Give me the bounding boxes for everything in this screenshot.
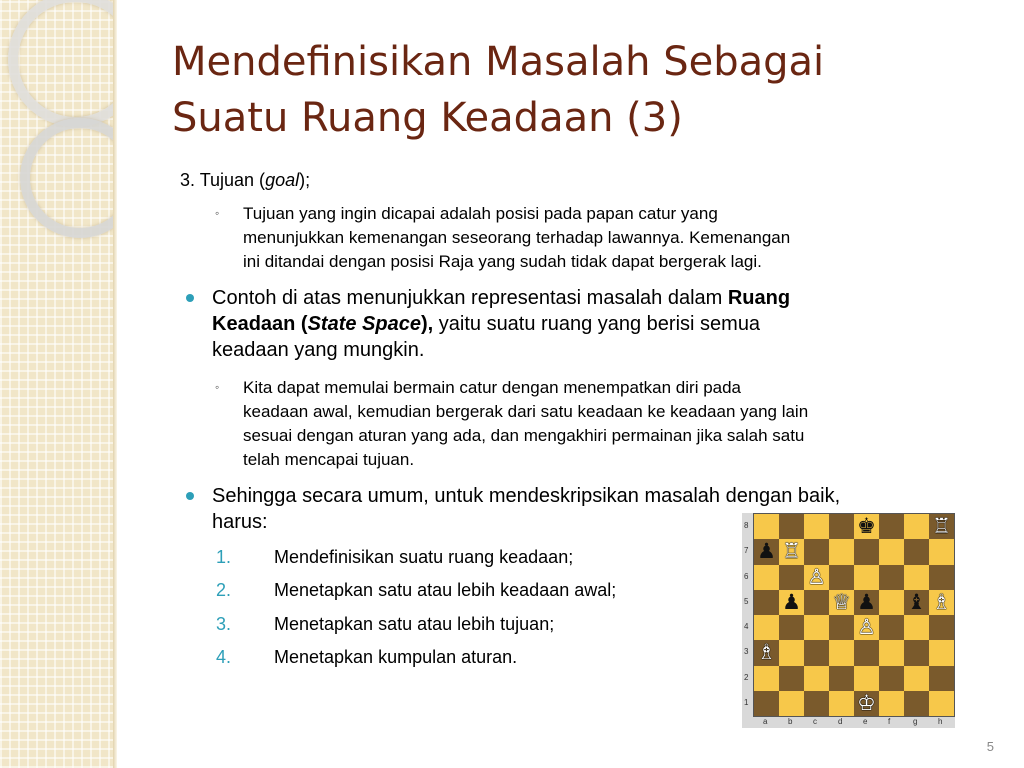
square-b7 [779, 539, 804, 564]
title-line-2: Suatu Ruang Keadaan (3) [172, 95, 683, 141]
square-d3 [829, 640, 854, 665]
square-b5 [779, 590, 804, 615]
square-e5 [854, 590, 879, 615]
square-c3 [804, 640, 829, 665]
square-c5 [804, 590, 829, 615]
goal-heading-italic: goal [265, 170, 300, 190]
slide-title [172, 34, 992, 146]
square-c6 [804, 565, 829, 590]
square-f7 [879, 539, 904, 564]
square-a4 [754, 615, 779, 640]
square-e2 [854, 666, 879, 691]
bullet2-text-1: Contoh di atas menunjukkan representasi masalah dalam [212, 287, 728, 309]
page-number: 5 [986, 739, 994, 754]
sub2-line-3: sesuai dengan aturan yang ada, dan mengakhiri permainan jika salah satu [243, 426, 805, 445]
square-d5 [829, 590, 854, 615]
square-a3 [754, 640, 779, 665]
bullet2-bold-italic: State Space [307, 313, 421, 335]
file-label: c [813, 717, 817, 726]
white-rook-icon: ♖ [932, 515, 951, 539]
file-label: e [863, 717, 868, 726]
bullet-dot-icon [186, 492, 194, 500]
goal-heading [180, 168, 310, 192]
black-pawn-icon: ♟ [782, 590, 801, 614]
step-number: 1. [216, 547, 232, 567]
step-text: Menetapkan kumpulan aturan. [274, 647, 518, 667]
square-f8 [879, 514, 904, 539]
file-label: d [838, 717, 843, 726]
rank-label: 7 [744, 546, 749, 556]
sub1-line-3: ini ditandai dengan posisi Raja yang sudah tidak dapat bergerak lagi. [243, 252, 762, 271]
white-rook-icon: ♖ [782, 540, 801, 564]
file-label: g [913, 717, 918, 726]
goal-heading-prefix: 3. Tujuan ( [180, 170, 266, 190]
rank-label: 5 [744, 596, 749, 606]
bullet3-line-2: harus: [212, 511, 268, 533]
square-h3 [929, 640, 954, 665]
file-label: a [763, 717, 768, 726]
sub2-line-1: Kita dapat memulai bermain catur dengan menempatkan diri pada [243, 378, 742, 397]
rank-label: 8 [744, 521, 749, 530]
square-f3 [879, 640, 904, 665]
square-d7 [829, 539, 854, 564]
sub1-line-2: menunjukkan kemenangan seseorang terhadap lawannya. Kemenangan [243, 228, 791, 247]
bullet2-line-3: keadaan yang mungkin. [212, 339, 425, 361]
square-a6 [754, 565, 779, 590]
chessboard [753, 513, 955, 717]
black-bishop-icon: ♝ [907, 590, 926, 614]
square-h7 [929, 539, 954, 564]
square-c2 [804, 666, 829, 691]
rank-label: 4 [744, 622, 749, 631]
square-b2 [779, 666, 804, 691]
goal-heading-suffix: ); [299, 170, 311, 190]
square-a1 [754, 691, 779, 716]
rank-label: 6 [744, 571, 749, 581]
square-f4 [879, 615, 904, 640]
file-label: h [938, 717, 943, 726]
square-d8 [829, 514, 854, 539]
white-bishop-icon: ♗ [932, 590, 951, 614]
square-h1 [929, 691, 954, 716]
bullet2-line-2 [212, 311, 760, 337]
square-g4 [904, 615, 929, 640]
rank-label: 3 [744, 647, 749, 657]
rank-label: 2 [744, 672, 749, 682]
square-h8 [929, 514, 954, 539]
square-f2 [879, 666, 904, 691]
strip-edge [113, 0, 117, 768]
square-d1 [829, 691, 854, 716]
square-h4 [929, 615, 954, 640]
square-a2 [754, 666, 779, 691]
step-text: Menetapkan satu atau lebih keadaan awal; [274, 580, 617, 600]
file-label: f [888, 717, 891, 726]
square-f1 [879, 691, 904, 716]
square-g2 [904, 666, 929, 691]
square-g7 [904, 539, 929, 564]
sub-bullet-ring-icon: ◦ [215, 380, 220, 394]
white-bishop-icon: ♗ [757, 641, 776, 665]
square-a8 [754, 514, 779, 539]
step-number: 3. [216, 614, 232, 634]
file-label: b [788, 717, 793, 726]
square-h2 [929, 666, 954, 691]
square-b1 [779, 691, 804, 716]
bullet-dot-icon [186, 294, 194, 302]
rank-label: 1 [744, 697, 749, 707]
square-d4 [829, 615, 854, 640]
sub2-line-2: keadaan awal, kemudian bergerak dari satu keadaan ke keadaan yang lain [243, 402, 809, 421]
decorative-ring-bottom [20, 118, 113, 238]
square-c4 [804, 615, 829, 640]
square-g6 [904, 565, 929, 590]
bullet2-bold-2a: Keadaan ( [212, 313, 308, 335]
step-number: 4. [216, 647, 232, 667]
square-e8 [854, 514, 879, 539]
step-text: Menetapkan satu atau lebih tujuan; [274, 614, 555, 634]
square-b4 [779, 615, 804, 640]
square-e3 [854, 640, 879, 665]
square-a7 [754, 539, 779, 564]
square-f5 [879, 590, 904, 615]
square-e1 [854, 691, 879, 716]
square-c7 [804, 539, 829, 564]
bullet3-line-1: Sehingga secara umum, untuk mendeskripsikan masalah dengan baik, [212, 485, 841, 507]
square-h6 [929, 565, 954, 590]
square-g3 [904, 640, 929, 665]
black-king-icon: ♚ [857, 515, 876, 539]
square-c8 [804, 514, 829, 539]
square-e7 [854, 539, 879, 564]
square-b6 [779, 565, 804, 590]
white-queen-icon: ♕ [832, 590, 851, 614]
bullet2-bold-1: Ruang [727, 287, 791, 309]
square-f6 [879, 565, 904, 590]
decorative-ring-top [8, 0, 113, 127]
square-d2 [829, 666, 854, 691]
square-g8 [904, 514, 929, 539]
sub2-line-4: telah mencapai tujuan. [243, 450, 415, 469]
black-pawn-icon: ♟ [757, 540, 776, 564]
square-b3 [779, 640, 804, 665]
sub-bullet-ring-icon: ◦ [215, 206, 220, 220]
black-pawn-icon: ♟ [857, 590, 876, 614]
step-number: 2. [216, 580, 232, 600]
white-pawn-icon: ♙ [857, 616, 876, 640]
square-e4 [854, 615, 879, 640]
square-h5 [929, 590, 954, 615]
title-line-1: Mendefinisikan Masalah Sebagai [172, 39, 825, 85]
white-king-icon: ♔ [857, 691, 876, 715]
square-g5 [904, 590, 929, 615]
square-c1 [804, 691, 829, 716]
white-pawn-icon: ♙ [807, 565, 826, 589]
chessboard-figure [742, 513, 955, 728]
square-a5 [754, 590, 779, 615]
decorative-side-strip [0, 0, 113, 768]
square-d6 [829, 565, 854, 590]
step-text: Mendefinisikan suatu ruang keadaan; [274, 547, 574, 567]
square-e6 [854, 565, 879, 590]
square-g1 [904, 691, 929, 716]
sub1-line-1: Tujuan yang ingin dicapai adalah posisi pada papan catur yang [243, 204, 718, 223]
bullet2-line-1 [212, 285, 790, 311]
bullet2-bold-2b: ), [420, 313, 434, 335]
square-b8 [779, 514, 804, 539]
bullet2-text-2: yaitu suatu ruang yang berisi semua [433, 313, 761, 335]
